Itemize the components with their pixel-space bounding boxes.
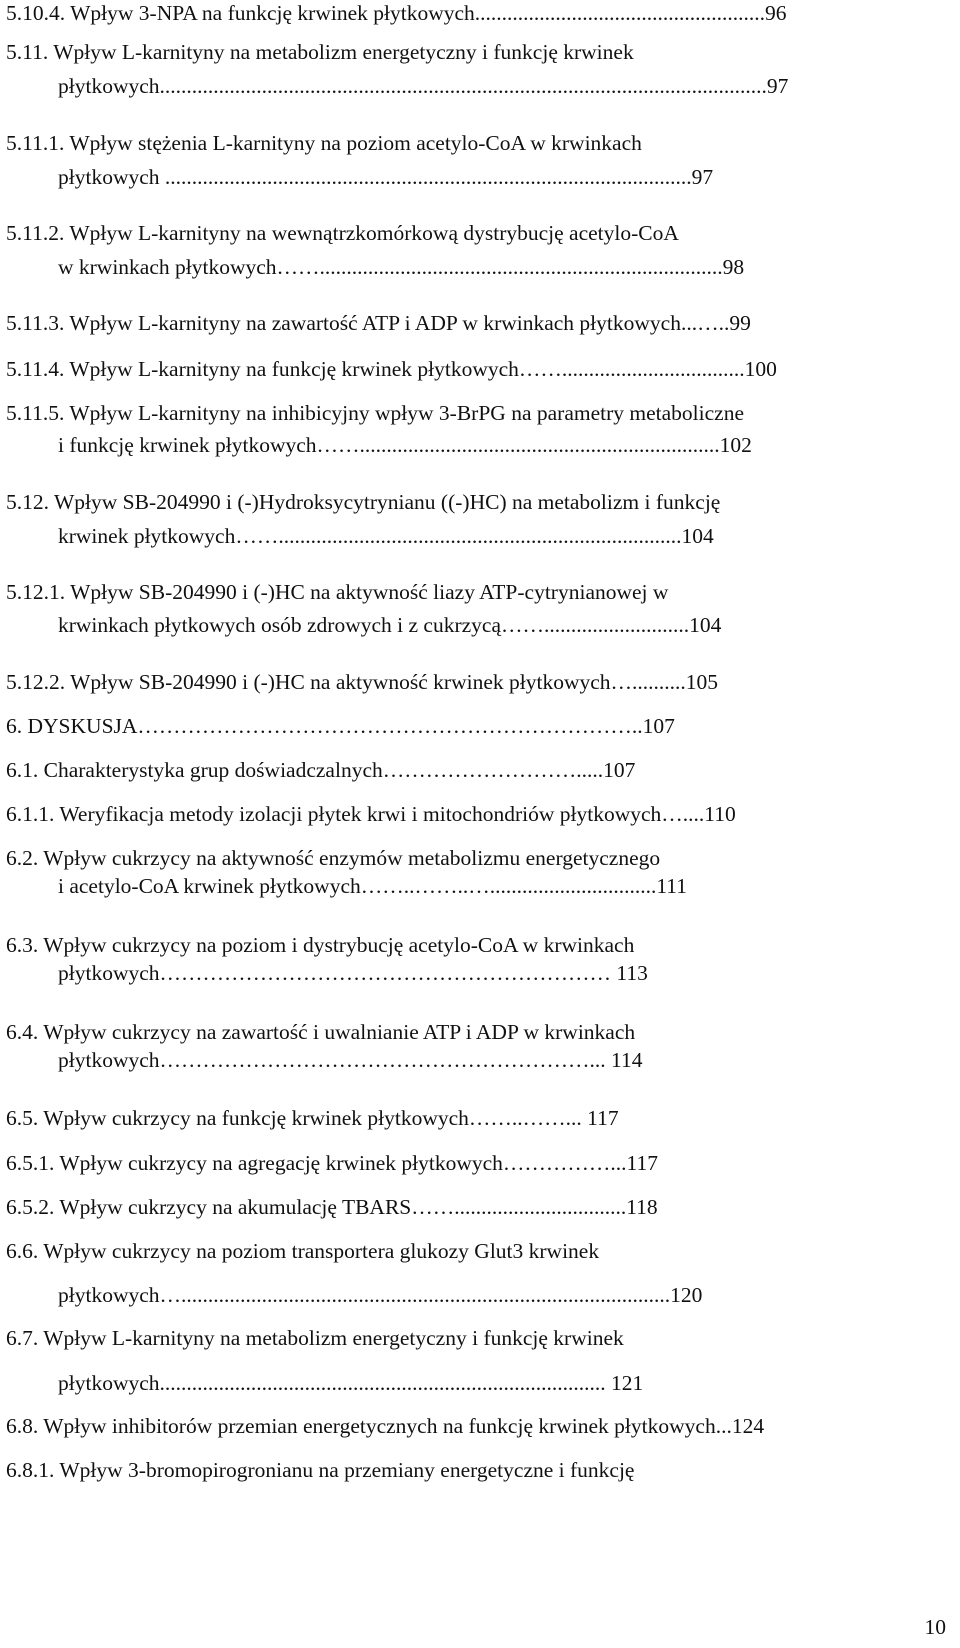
- toc-entry: 5.11.4. Wpływ L-karnityny na funkcję krwinek płytkowych……..................................100: [6, 357, 777, 381]
- toc-entry-continuation: płytkowych.................................................................................................................97: [58, 74, 789, 98]
- toc-entry: 6.5. Wpływ cukrzycy na funkcję krwinek płytkowych……..……... 117: [6, 1106, 619, 1130]
- toc-entry-continuation: płytkowych................................................................................... 121: [58, 1371, 644, 1395]
- toc-entry: 6.6. Wpływ cukrzycy na poziom transportera glukozy Glut3 krwinek: [6, 1239, 600, 1263]
- toc-entry: 5.10.4. Wpływ 3-NPA na funkcję krwinek płytkowych......................................................96: [6, 1, 787, 25]
- toc-entry: 5.12.2. Wpływ SB-204990 i (-)HC na aktywność krwinek płytkowych…..........105: [6, 670, 719, 694]
- toc-entry: 5.11.2. Wpływ L-karnityny na wewnątrzkomórkową dystrybucję acetylo-CoA: [6, 221, 679, 245]
- toc-entry-continuation: płytkowych……………………………………………………… 113: [58, 961, 648, 985]
- toc-entry: 5.11. Wpływ L-karnityny na metabolizm energetyczny i funkcję krwinek: [6, 40, 634, 64]
- toc-entry-continuation: płytkowych…...........................................................................................120: [58, 1283, 703, 1307]
- toc-entry: 6.5.2. Wpływ cukrzycy na akumulację TBARS……................................118: [6, 1195, 658, 1219]
- toc-entry-continuation: i funkcję krwinek płytkowych……...................................................................102: [58, 433, 752, 457]
- toc-entry: 5.11.3. Wpływ L-karnityny na zawartość ATP i ADP w krwinkach płytkowych...…..99: [6, 311, 751, 335]
- toc-entry-continuation: krwinkach płytkowych osób zdrowych i z cukrzycą……...........................104: [58, 613, 722, 637]
- toc-entry-continuation: płytkowych……………………………………………………... 114: [58, 1048, 643, 1072]
- page-number: 10: [924, 1615, 946, 1639]
- toc-entry: 5.11.1. Wpływ stężenia L-karnityny na poziom acetylo-CoA w krwinkach: [6, 131, 642, 155]
- toc-entry: 6.8. Wpływ inhibitorów przemian energetycznych na funkcję krwinek płytkowych...124: [6, 1414, 765, 1438]
- toc-entry-continuation: i acetylo-CoA krwinek płytkowych……..……..…...............................111: [58, 874, 688, 898]
- toc-entry-continuation: w krwinkach płytkowych……...........................................................................98: [58, 255, 745, 279]
- toc-entry-continuation: płytkowych ..................................................................................................97: [58, 165, 714, 189]
- toc-entry: 6.1.1. Weryfikacja metody izolacji płytek krwi i mitochondriów płytkowych…....110: [6, 802, 736, 826]
- toc-entry: 5.11.5. Wpływ L-karnityny na inhibicyjny wpływ 3-BrPG na parametry metaboliczne: [6, 401, 744, 425]
- toc-entry: 6. DYSKUSJA……………………………………………………………..107: [6, 714, 675, 738]
- toc-entry: 6.2. Wpływ cukrzycy na aktywność enzymów metabolizmu energetycznego: [6, 846, 661, 870]
- toc-entry: 5.12. Wpływ SB-204990 i (-)Hydroksycytrynianu ((-)HC) na metabolizm i funkcję: [6, 490, 721, 514]
- toc-entry: 6.8.1. Wpływ 3-bromopirogronianu na przemiany energetyczne i funkcję: [6, 1458, 635, 1482]
- toc-entry: 6.3. Wpływ cukrzycy na poziom i dystrybucję acetylo-CoA w krwinkach: [6, 933, 635, 957]
- toc-entry-continuation: krwinek płytkowych……...........................................................................104: [58, 524, 714, 548]
- toc-entry: 6.1. Charakterystyka grup doświadczalnych……………………….....107: [6, 758, 636, 782]
- toc-entry: 6.7. Wpływ L-karnityny na metabolizm energetyczny i funkcję krwinek: [6, 1326, 624, 1350]
- toc-entry: 6.5.1. Wpływ cukrzycy na agregację krwinek płytkowych……………...117: [6, 1151, 659, 1175]
- toc-entry: 6.4. Wpływ cukrzycy na zawartość i uwalnianie ATP i ADP w krwinkach: [6, 1020, 636, 1044]
- toc-entry: 5.12.1. Wpływ SB-204990 i (-)HC na aktywność liazy ATP-cytrynianowej w: [6, 580, 669, 604]
